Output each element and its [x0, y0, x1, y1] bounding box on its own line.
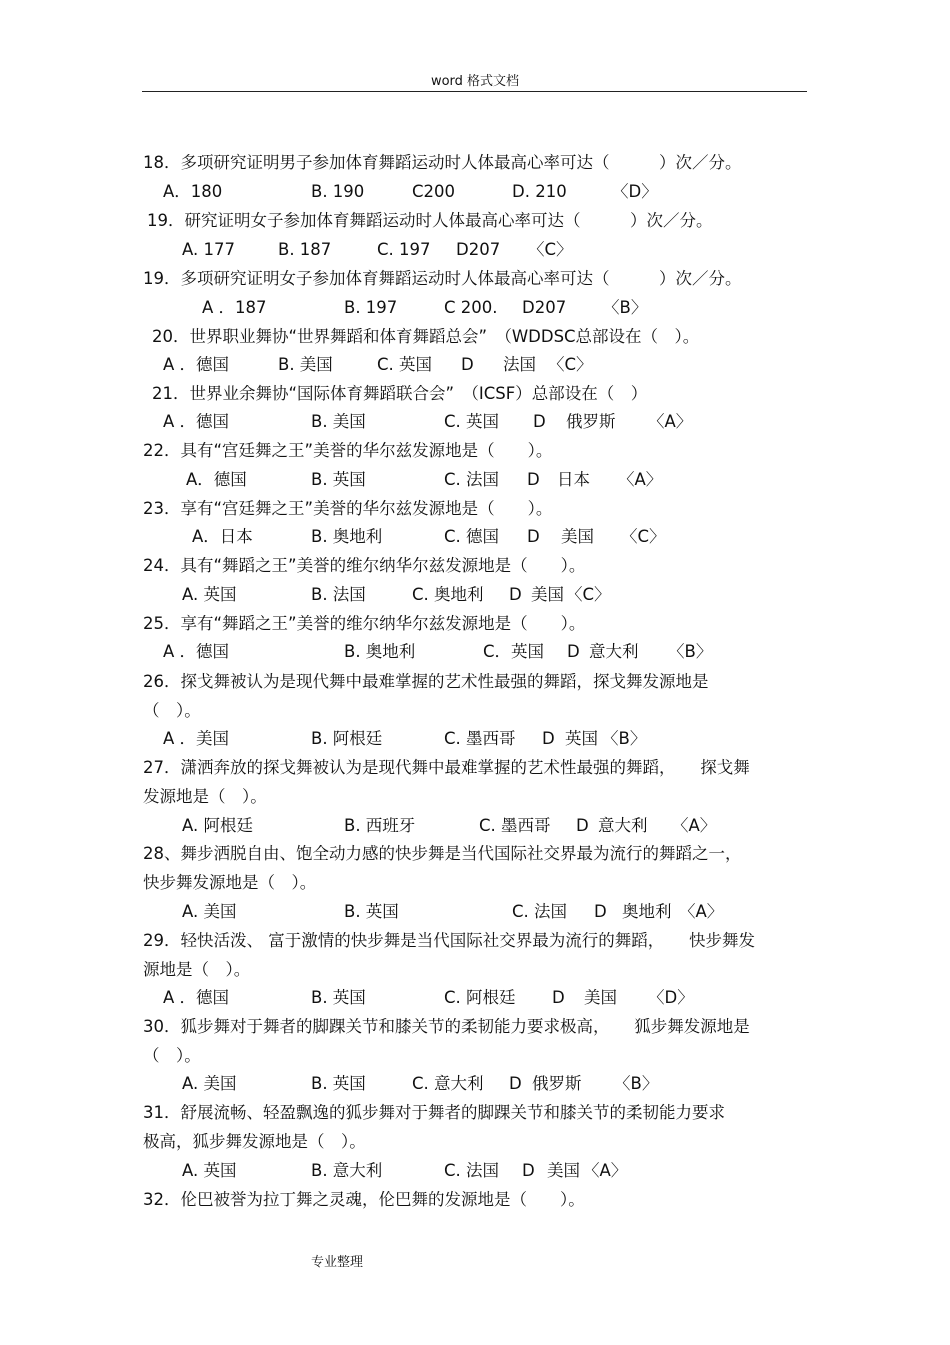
- option-d: D: [509, 585, 522, 604]
- option-d-text: 俄罗斯: [532, 1074, 582, 1093]
- answer: 〈C〉: [528, 240, 573, 259]
- answer: 〈A〉: [679, 902, 724, 921]
- option-b: B. 美国: [278, 355, 333, 374]
- option-c: C200: [412, 182, 456, 201]
- option-a: A．德国: [186, 470, 247, 489]
- option-b: B. 英国: [311, 1074, 366, 1093]
- option-b: B. 奥地利: [344, 642, 416, 661]
- option-d-text: 俄罗斯: [566, 412, 616, 431]
- option-b: B. 意大利: [311, 1161, 383, 1180]
- option-c: C. 法国: [512, 902, 568, 921]
- option-d: D: [567, 642, 580, 661]
- option-c: C. 奥地利: [412, 585, 484, 604]
- option-a: A. 美国: [182, 1074, 237, 1093]
- answer: 〈A〉: [672, 816, 717, 835]
- option-d: D: [527, 527, 540, 546]
- option-c: C. 墨西哥: [444, 729, 516, 748]
- answer: 〈A〉: [618, 470, 663, 489]
- option-c: C. 英国: [444, 412, 500, 431]
- option-a: A. 美国: [182, 902, 237, 921]
- option-b: B. 西班牙: [344, 816, 416, 835]
- option-d: D: [509, 1074, 522, 1093]
- option-b: B. 英国: [311, 470, 366, 489]
- page-footer: 专业整理: [311, 1255, 364, 1270]
- option-d: D: [542, 729, 555, 748]
- option-c: C. 阿根廷: [444, 988, 516, 1007]
- option-d-text: 美国: [584, 988, 617, 1007]
- option-d: D: [527, 470, 540, 489]
- answer: 〈B〉: [603, 298, 648, 317]
- option-b: B. 英国: [344, 902, 399, 921]
- option-d-text: 奥地利: [622, 902, 672, 921]
- answer: 〈A〉: [648, 412, 693, 431]
- option-d-text: 法国: [503, 355, 536, 374]
- option-a: A. 阿根廷: [182, 816, 253, 835]
- option-d-text: 美国: [561, 527, 594, 546]
- option-a: A. 177: [182, 240, 235, 259]
- option-c: C. 法国: [444, 1161, 500, 1180]
- option-a: A．日本: [192, 527, 253, 546]
- option-d: D: [552, 988, 565, 1007]
- option-a: A．180: [163, 182, 223, 201]
- option-d-text: 意大利: [589, 642, 639, 661]
- header-divider: [142, 91, 807, 92]
- option-a: A ．德国: [163, 642, 230, 661]
- option-c: C. 英国: [377, 355, 433, 374]
- option-c: C. 德国: [444, 527, 500, 546]
- option-b: B. 阿根廷: [311, 729, 383, 748]
- option-b: B. 法国: [311, 585, 366, 604]
- option-b: B. 英国: [311, 988, 366, 1007]
- answer: 〈B〉: [614, 1074, 659, 1093]
- answer: 〈B〉: [602, 729, 647, 748]
- option-a: A ．德国: [163, 355, 230, 374]
- answer: 〈D〉: [612, 182, 658, 201]
- option-d: D207: [456, 240, 501, 259]
- option-d: D207: [522, 298, 567, 317]
- option-c: C．英国: [483, 642, 545, 661]
- option-c: C 200.: [444, 298, 498, 317]
- option-a: A. 英国: [182, 585, 237, 604]
- option-d-text: 美国: [531, 585, 564, 604]
- option-d: D. 210: [512, 182, 567, 201]
- option-d-text: 英国: [565, 729, 598, 748]
- option-b: B. 美国: [311, 412, 366, 431]
- option-d: D: [533, 412, 546, 431]
- option-d: D: [594, 902, 607, 921]
- answer: 〈C〉: [621, 527, 666, 546]
- option-d-text: 日本: [557, 470, 590, 489]
- page-header: word 格式文档: [430, 74, 520, 89]
- answer: 〈D〉: [648, 988, 694, 1007]
- option-b: B. 197: [344, 298, 398, 317]
- option-d-text: 美国: [547, 1161, 580, 1180]
- option-b: B. 190: [311, 182, 365, 201]
- option-d: D: [522, 1161, 535, 1180]
- answer: 〈A〉: [583, 1161, 628, 1180]
- option-d: D: [461, 355, 474, 374]
- answer: 〈C〉: [548, 355, 593, 374]
- option-c: C. 法国: [444, 470, 500, 489]
- option-d-text: 意大利: [598, 816, 648, 835]
- option-b: B. 奥地利: [311, 527, 383, 546]
- option-a: A ．187: [202, 298, 267, 317]
- answer: 〈C〉: [566, 585, 611, 604]
- option-c: C. 197: [377, 240, 431, 259]
- option-a: A ．德国: [163, 412, 230, 431]
- answer: 〈B〉: [668, 642, 713, 661]
- option-b: B. 187: [278, 240, 332, 259]
- option-a: A ．德国: [163, 988, 230, 1007]
- option-a: A ．美国: [163, 729, 230, 748]
- option-c: C. 意大利: [412, 1074, 484, 1093]
- option-a: A. 英国: [182, 1161, 237, 1180]
- option-c: C. 墨西哥: [479, 816, 551, 835]
- option-d: D: [576, 816, 589, 835]
